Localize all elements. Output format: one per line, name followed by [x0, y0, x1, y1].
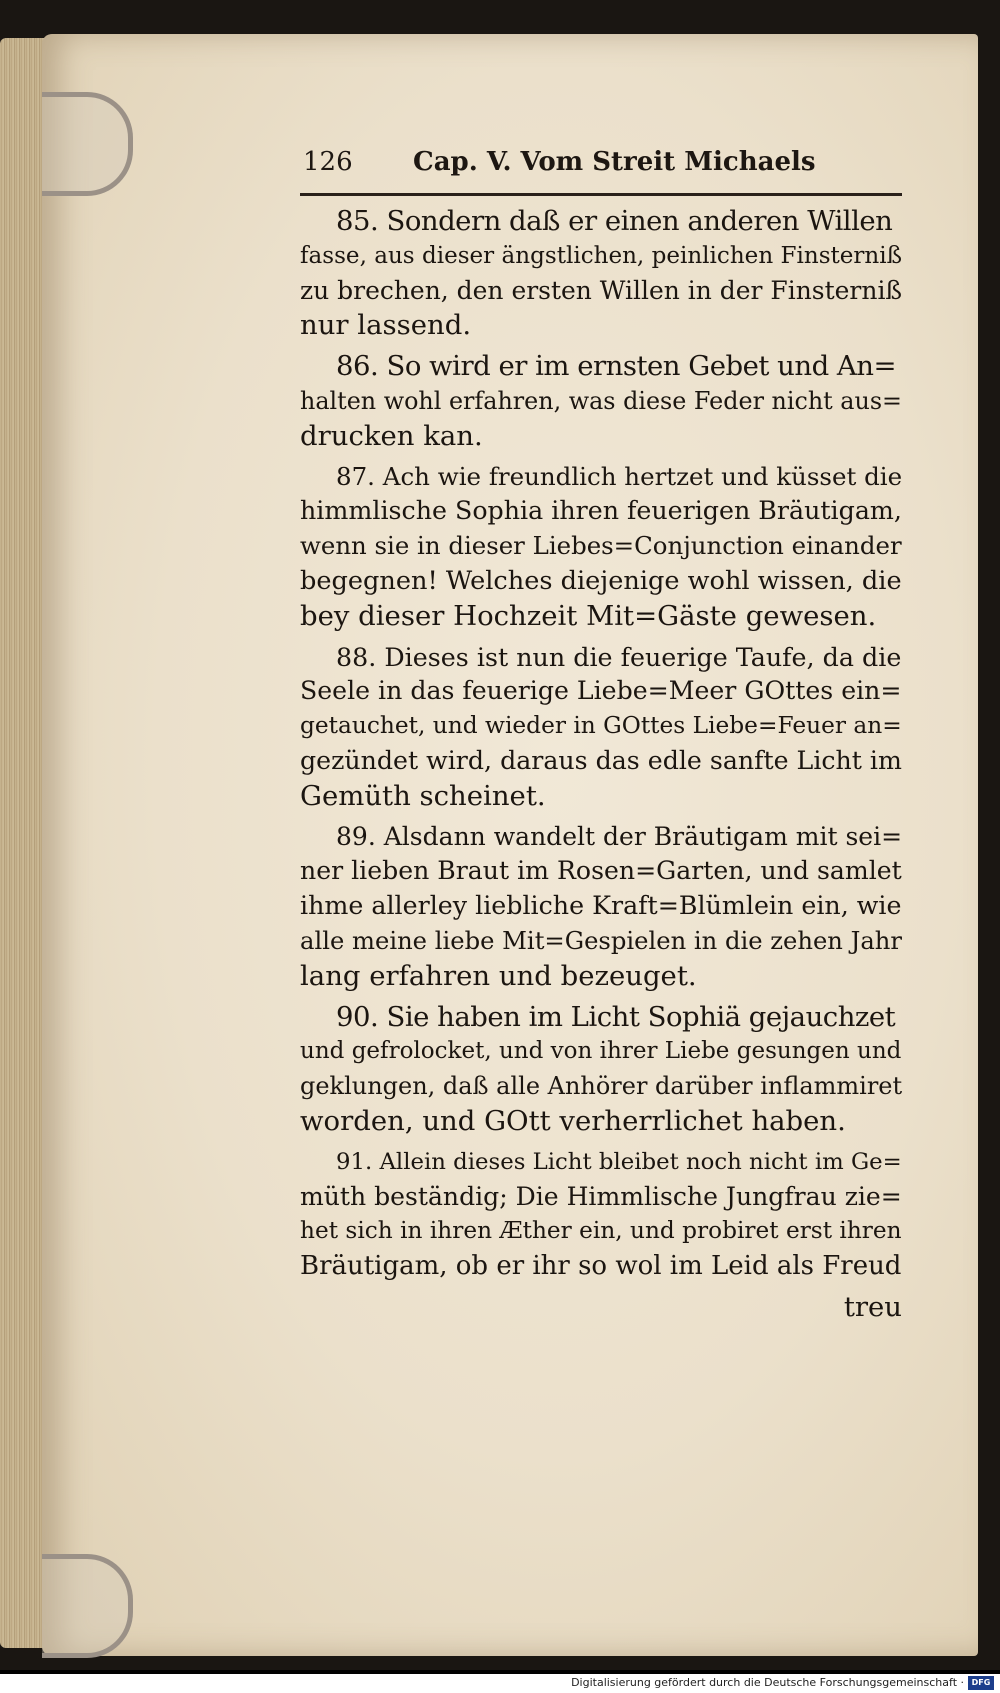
text-line: halten wohl erfahren, was diese Feder nicht aus=	[300, 386, 902, 415]
catchword: treu	[843, 1290, 902, 1323]
paragraph-85	[300, 204, 902, 343]
text-line: ner lieben Braut im Rosen=Garten, und samlet	[300, 856, 902, 886]
text-line: drucken kan.	[300, 419, 483, 452]
text-line: fasse, aus dieser ängstlichen, peinlichen Finsterniß	[300, 242, 903, 269]
text-line: 89. Alsdann wandelt der Bräutigam mit sei=	[336, 821, 903, 851]
text-line: bey dieser Hochzeit Mit=Gäste gewesen.	[300, 599, 877, 632]
page-clip-icon	[42, 1554, 133, 1658]
text-line: 87. Ach wie freundlich hertzet und küsset die	[336, 461, 903, 491]
dfg-logo-icon: DFG	[968, 1676, 994, 1690]
text-line: 85. Sondern daß er einen anderen Willen	[336, 205, 893, 237]
text-line: alle meine liebe Mit=Gespielen in die zehen Jahr	[300, 925, 902, 955]
page-clip-icon	[42, 92, 133, 196]
text-line: himmlische Sophia ihren feuerigen Bräutigam,	[300, 496, 902, 526]
body-text	[300, 204, 902, 1325]
running-head: Cap. V. Vom Streit Michaels	[413, 147, 816, 177]
text-line: 91. Allein dieses Licht bleibet noch nicht im Ge=	[336, 1148, 902, 1175]
text-line: het sich in ihren Æther ein, und probiret erst ihren	[300, 1217, 902, 1245]
text-line: Bräutigam, ob er ihr so wol im Leid als Freud	[300, 1251, 902, 1282]
text-line: 88. Dieses ist nun die feuerige Taufe, da die	[336, 641, 902, 672]
header-rule	[300, 193, 902, 196]
paragraph-88	[300, 640, 902, 814]
text-line: nur lassend.	[300, 309, 472, 342]
footer-credit: Digitalisierung gefördert durch die Deutsche Forschungsgemeinschaft ·	[571, 1676, 964, 1689]
text-line: getauchet, und wieder in GOttes Liebe=Feuer an=	[300, 712, 902, 740]
text-line: begegnen! Welches diejenige wohl wissen, die	[300, 565, 902, 596]
page-header	[303, 143, 899, 183]
text-line: ihme allerley liebliche Kraft=Blümlein ein, wie	[300, 891, 902, 921]
paragraph-87	[300, 460, 902, 634]
text-line: und gefrolocket, und von ihrer Liebe gesungen und	[300, 1038, 902, 1065]
page-number: 126	[303, 147, 353, 177]
text-line: müth beständig; Die Himmlische Jungfrau zie=	[300, 1181, 902, 1211]
paragraph-89	[300, 820, 902, 994]
text-line: Gemüth scheinet.	[300, 779, 546, 812]
text-line: lang erfahren und bezeuget.	[300, 959, 697, 992]
text-line: zu brechen, den ersten Willen in der Finsterniß	[300, 275, 903, 305]
text-line: 86. So wird er im ernsten Gebet und An=	[336, 350, 897, 383]
text-line: gezündet wird, daraus das edle sanfte Licht im	[300, 745, 902, 775]
text-line: Seele in das feuerige Liebe=Meer GOttes ein=	[300, 676, 902, 706]
text-line: worden, und GOtt verherrlichet haben.	[300, 1104, 846, 1137]
text-line: 90. Sie haben im Licht Sophiä gejauchzet	[336, 1000, 896, 1033]
paragraph-91	[300, 1145, 902, 1284]
paragraph-90	[300, 1000, 902, 1139]
text-line: geklungen, daß alle Anhörer darüber inflammiret	[300, 1072, 903, 1101]
paragraph-86	[300, 349, 902, 453]
footer-bar	[0, 1674, 1000, 1693]
text-line: wenn sie in dieser Liebes=Conjunction einander	[300, 531, 902, 561]
